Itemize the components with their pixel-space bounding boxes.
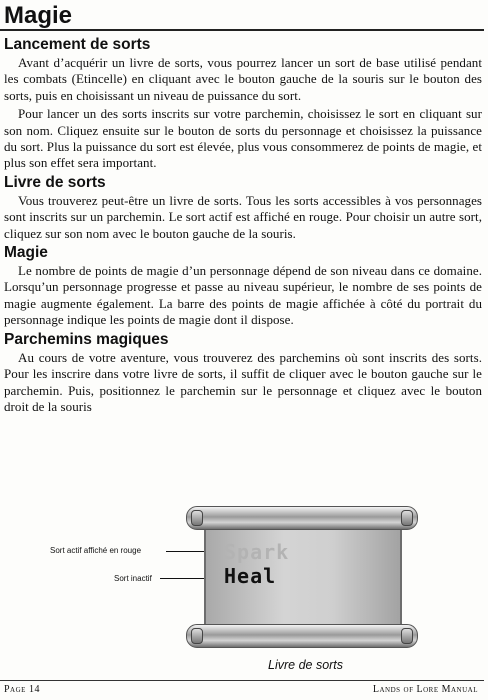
active-spell-name: Spark bbox=[224, 540, 290, 564]
section-lancement-de-sorts bbox=[4, 36, 482, 172]
manual-title: Lands of Lore Manual bbox=[372, 684, 478, 695]
section-heading: Magie bbox=[4, 244, 48, 262]
section-heading: Parchemins magiques bbox=[4, 330, 169, 348]
title-divider bbox=[0, 29, 484, 31]
paragraph: Pour lancer un des sorts inscrits sur votre parchemin, choisissez le sort en cliquant sur son nom. Cliquez ensuite sur le bouton de sorts du personnage et choisissez la puissance du sort. Plus la puissance du sort est élevée, plus vous consommerez de points de magie, et plus son effet sera important. bbox=[4, 106, 482, 171]
callout-active-spell-label: Sort actif affiché en rouge bbox=[50, 546, 142, 555]
paragraph: Vous trouverez peut-être un livre de sorts. Tous les sorts accessibles à vos personnages sont inscrits sur un parchemin. Le sort actif est affiché en rouge. Pour choisir un autre sort, cliquez sur son nom avec le bouton gauche de la souris. bbox=[4, 192, 482, 241]
inactive-spell-name: Heal bbox=[224, 564, 277, 588]
section-heading: Lancement de sorts bbox=[4, 36, 151, 53]
callout-inactive-spell-label: Sort inactif bbox=[114, 574, 152, 583]
page-number: Page 14 bbox=[4, 684, 40, 695]
section-parchemins-magiques bbox=[4, 331, 482, 416]
scroll-top-rod bbox=[186, 506, 418, 530]
section-magie bbox=[4, 244, 482, 329]
footer-divider bbox=[0, 680, 484, 681]
scroll-bottom-rod bbox=[186, 624, 418, 648]
section-heading: Livre de sorts bbox=[4, 173, 106, 191]
paragraph: Le nombre de points de magie d’un personnage dépend de son niveau dans ce domaine. Lorsqu’un personnage progresse et passe au niveau supérieur, le nombre de ses points de magie augmente également. La barre des points de magie affichée à côté du portrait du personnage indique les points de magie dont il dispose. bbox=[4, 263, 482, 328]
page-title: Magie bbox=[4, 2, 73, 29]
figure-caption: Livre de sorts bbox=[268, 658, 344, 672]
paragraph: Au cours de votre aventure, vous trouverez des parchemins où sont inscrits des sorts. Pour les inscrire dans votre livre de sorts, il suffit de cliquer avec le bouton gauche sur le parchemin. Puis, positionnez le parchemin sur le personnage et cliquez avec le bouton droit de la souris bbox=[4, 349, 482, 414]
spellbook-scroll-illustration bbox=[180, 506, 420, 654]
section-livre-de-sorts bbox=[4, 174, 482, 242]
manual-content bbox=[4, 36, 482, 417]
paragraph: Avant d’acquérir un livre de sorts, vous pourrez lancer un sort de base utilisé pendant les combats (Etincelle) en cliquant avec le bouton gauche de la souris sur le bouton des sorts, puis en choisissant un niveau de puissance du sort. bbox=[4, 55, 482, 103]
